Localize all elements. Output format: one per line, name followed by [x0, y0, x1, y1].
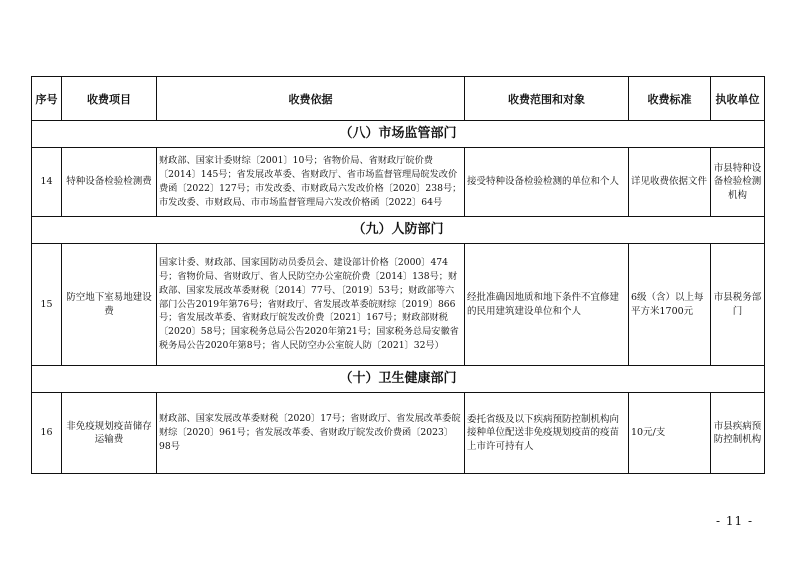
- fee-basis: 财政部、国家计委财综〔2001〕10号；省物价局、省财政厅皖价费〔2014〕145号；省发展改革委、省财政厅、省市场监督管理局皖发改价费函〔2022〕127号；市发改委、市财政局六发改价格〔2020〕238号；市发改委、市财政局、市市场监督管理局六发改价格函〔2022〕64号: [157, 148, 465, 217]
- section-heading-row: [32, 366, 765, 393]
- section-title-health: （十）卫生健康部门: [32, 366, 765, 393]
- page-number: - 11 -: [715, 514, 753, 528]
- header-unit: 执收单位: [711, 77, 765, 121]
- fee-item: 特种设备检验检测费: [62, 148, 157, 217]
- table-row: [32, 393, 765, 474]
- row-number: 14: [32, 148, 62, 217]
- fee-standard: 10元/支: [629, 393, 711, 474]
- row-number: 15: [32, 244, 62, 366]
- fee-scope: 委托省级及以下疾病预防控制机构向接种单位配送非免疫规划疫苗的疫苗上市许可持有人: [465, 393, 629, 474]
- fee-table: [31, 76, 765, 474]
- fee-standard: 详见收费依据文件: [629, 148, 711, 217]
- header-item: 收费项目: [62, 77, 157, 121]
- fee-basis: 财政部、国家发展改革委财税〔2020〕17号；省财政厅、省发展改革委皖财综〔2020〕961号；省发展改革委、省财政厅皖发改价费函〔2023〕98号: [157, 393, 465, 474]
- header-seq: 序号: [32, 77, 62, 121]
- collecting-unit: 市县税务部门: [711, 244, 765, 366]
- collecting-unit: 市县特种设备检验检测机构: [711, 148, 765, 217]
- header-scope: 收费范围和对象: [465, 77, 629, 121]
- section-title-civil-defense: （九）人防部门: [32, 217, 765, 244]
- fee-scope: 经批准确因地质和地下条件不宜修建的民用建筑建设单位和个人: [465, 244, 629, 366]
- fee-standard: 6级（含）以上每平方米1700元: [629, 244, 711, 366]
- section-heading-row: [32, 121, 765, 148]
- table-row: [32, 148, 765, 217]
- collecting-unit: 市县疾病预防控制机构: [711, 393, 765, 474]
- row-number: 16: [32, 393, 62, 474]
- fee-scope: 接受特种设备检验检测的单位和个人: [465, 148, 629, 217]
- section-heading-row: [32, 217, 765, 244]
- fee-item: 非免疫规划疫苗储存运输费: [62, 393, 157, 474]
- header-standard: 收费标准: [629, 77, 711, 121]
- section-title-market-supervision: （八）市场监管部门: [32, 121, 765, 148]
- table-row: [32, 244, 765, 366]
- header-basis: 收费依据: [157, 77, 465, 121]
- table-header-row: [32, 77, 765, 121]
- fee-item: 防空地下室易地建设费: [62, 244, 157, 366]
- fee-basis: 国家计委、财政部、国家国防动员委员会、建设部计价格〔2000〕474号；省物价局、省财政厅、省人民防空办公室皖价费〔2014〕138号；财政部、国家发展改革委财税〔2014〕77号、〔2019〕53号；财政部等六部门公告2019年第76号；省财政厅、省发展改革委皖财综〔2019〕866号；省发展改革委、省财政厅皖发改价费〔2021〕167号；财政部财税〔2020〕58号；国家税务总局公告2020年第21号；国家税务总局安徽省税务局公告2020年第8号；省人民防空办公室皖人防〔2021〕32号）: [157, 244, 465, 366]
